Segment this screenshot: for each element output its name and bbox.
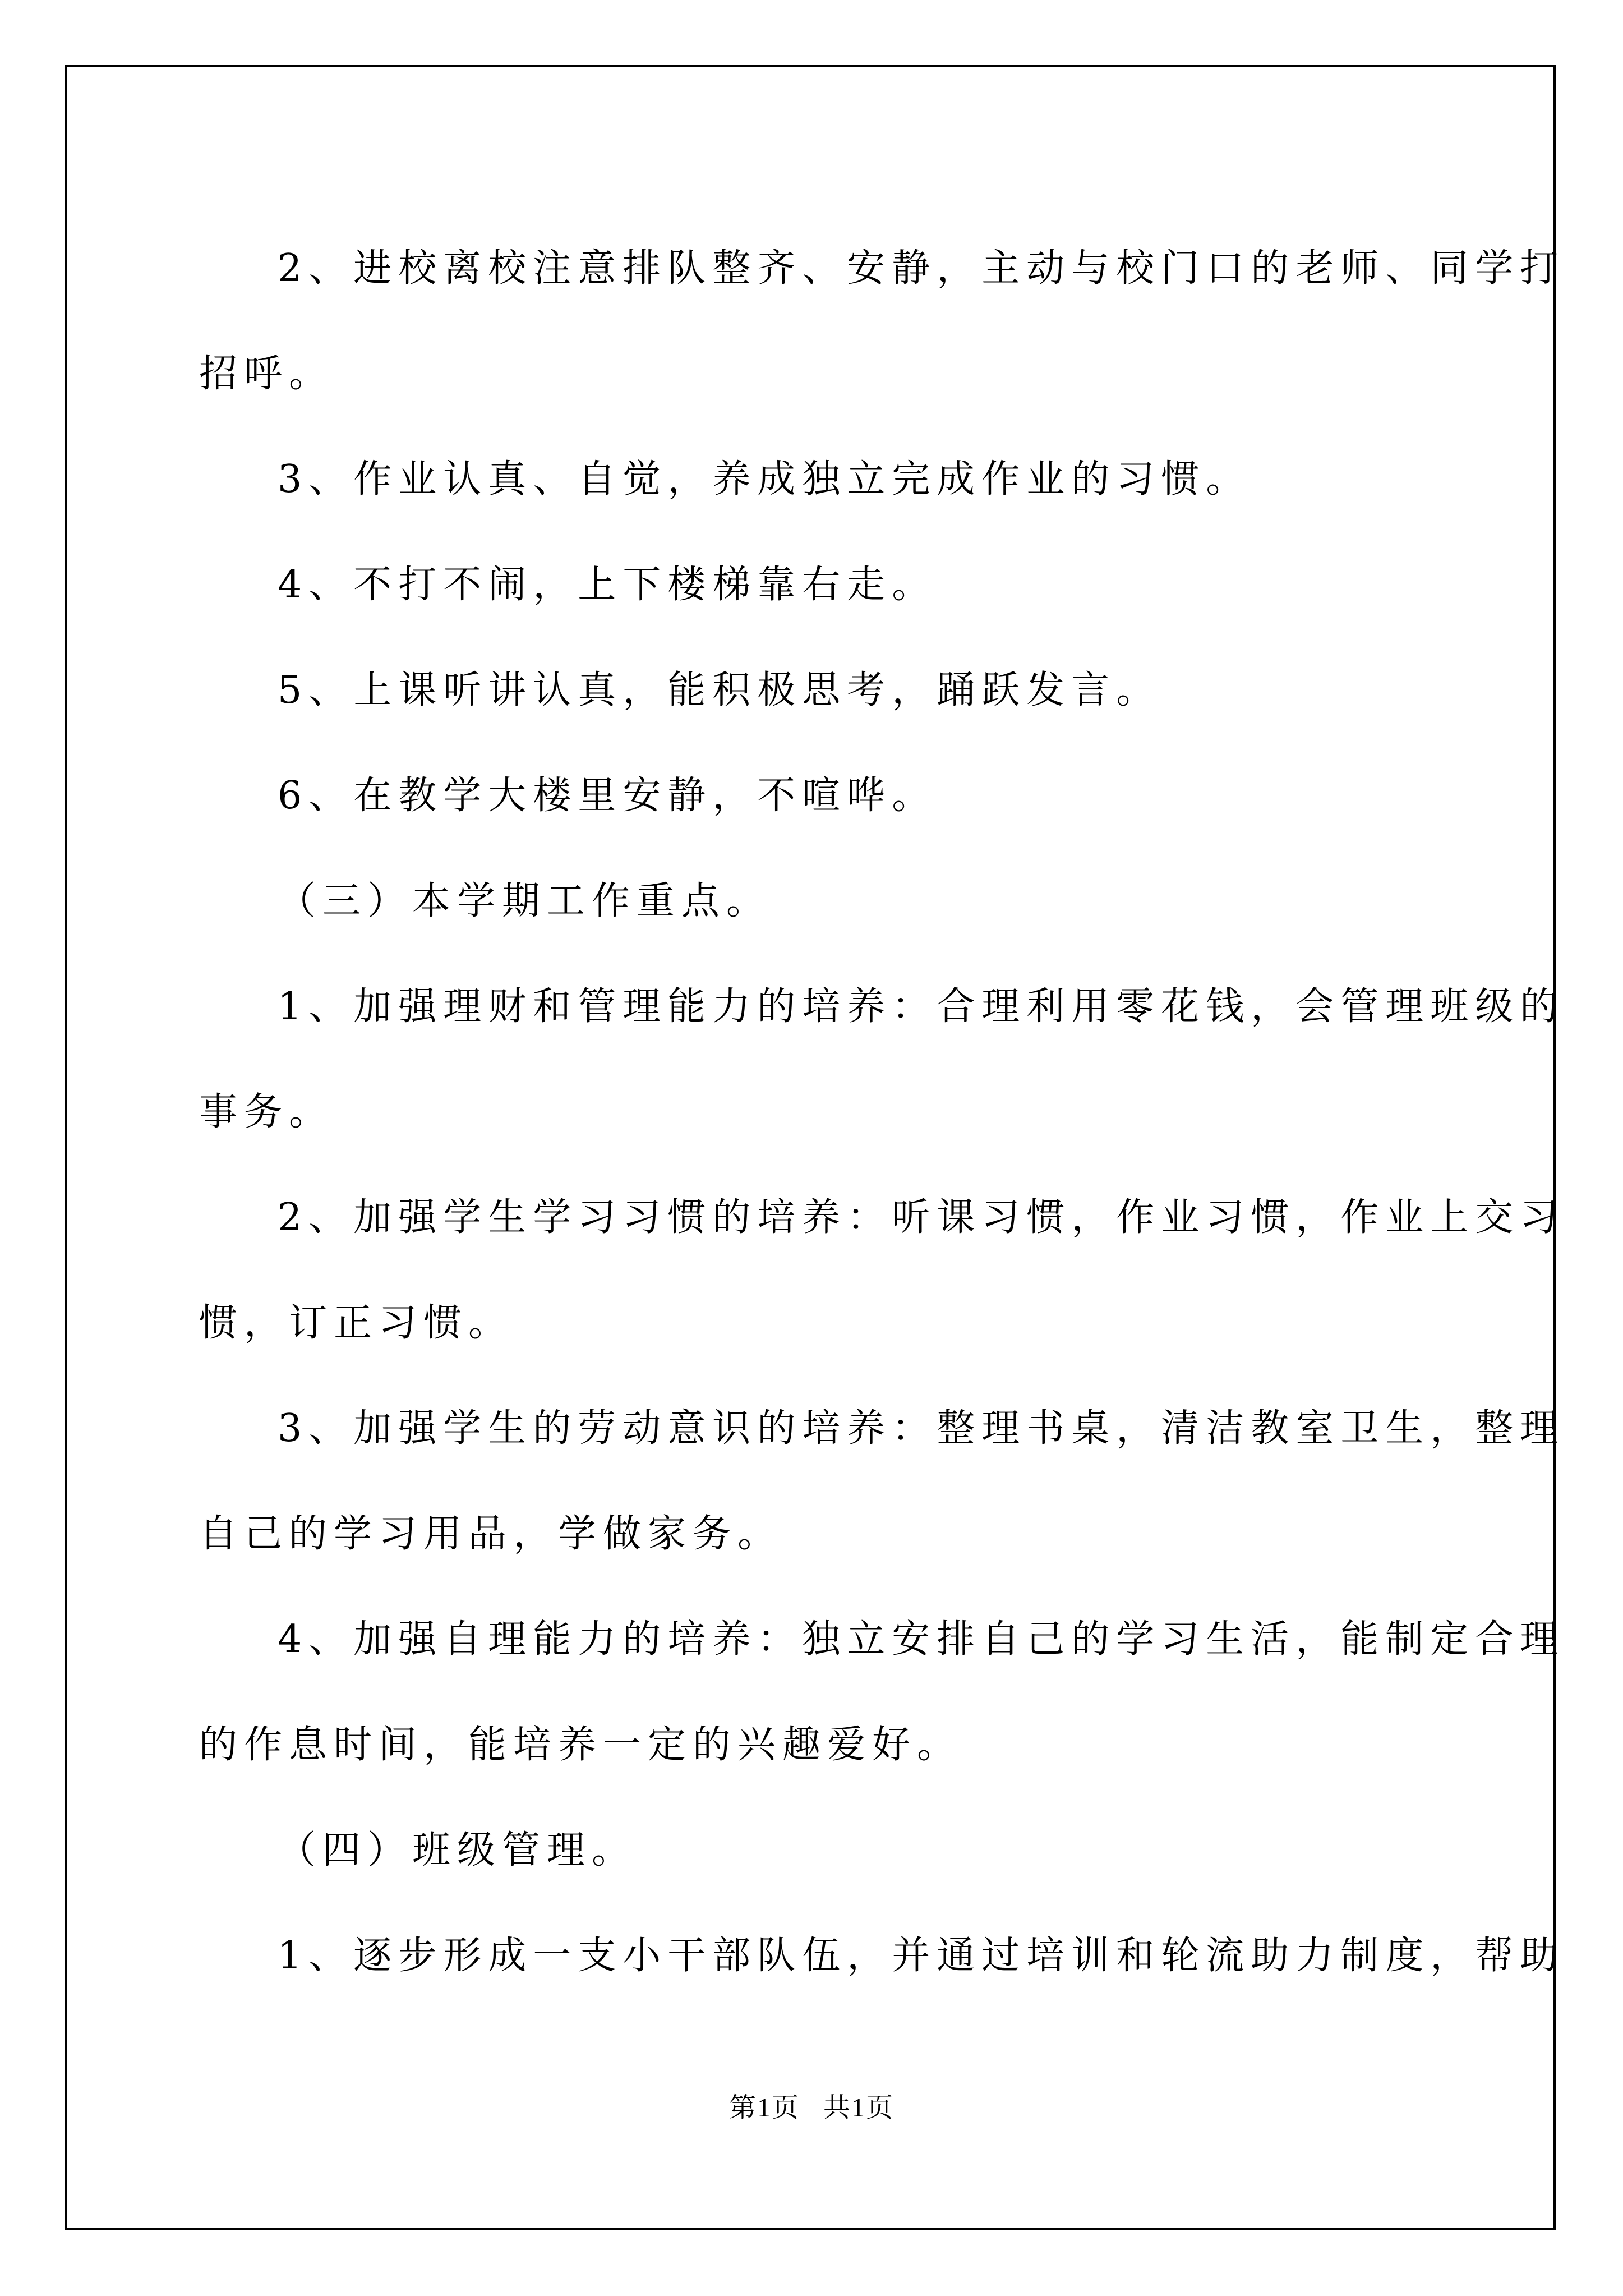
- section-heading: （四）班级管理。: [278, 1828, 637, 1872]
- paragraph-continuation: 惯，订正习惯。: [199, 1301, 514, 1345]
- page-number: 第1页: [728, 2093, 800, 2123]
- paragraph: 6、在教学大楼里安静，不喧哗。: [278, 774, 937, 818]
- paragraph: 2、加强学生学习习惯的培养：听课习惯，作业习惯，作业上交习: [278, 1195, 1565, 1240]
- page-footer: [0, 2086, 1623, 2124]
- paragraph: 3、作业认真、自觉，养成独立完成作业的习惯。: [278, 457, 1251, 501]
- document-body: [199, 216, 1565, 2009]
- paragraph: 3、加强学生的劳动意识的培养：整理书桌，清洁教室卫生，整理: [278, 1406, 1565, 1451]
- section-heading: （三）本学期工作重点。: [278, 879, 772, 923]
- paragraph: 1、加强理财和管理能力的培养：合理利用零花钱，会管理班级的: [278, 984, 1565, 1029]
- paragraph-continuation: 事务。: [199, 1090, 334, 1134]
- paragraph-continuation: 招呼。: [199, 352, 334, 396]
- paragraph: 1、逐步形成一支小干部队伍，并通过培训和轮流助力制度，帮助: [278, 1934, 1565, 1978]
- paragraph: 4、不打不闹，上下楼梯靠右走。: [278, 563, 937, 607]
- paragraph: 2、进校离校注意排队整齐、安静，主动与校门口的老师、同学打: [278, 246, 1565, 291]
- paragraph: 4、加强自理能力的培养：独立安排自己的学习生活，能制定合理: [278, 1617, 1565, 1662]
- paragraph-continuation: 的作息时间，能培养一定的兴趣爱好。: [199, 1723, 962, 1767]
- page-total: 共1页: [823, 2093, 895, 2123]
- paragraph: 5、上课听讲认真，能积极思考，踊跃发言。: [278, 668, 1161, 712]
- paragraph-continuation: 自己的学习用品，学做家务。: [199, 1512, 783, 1556]
